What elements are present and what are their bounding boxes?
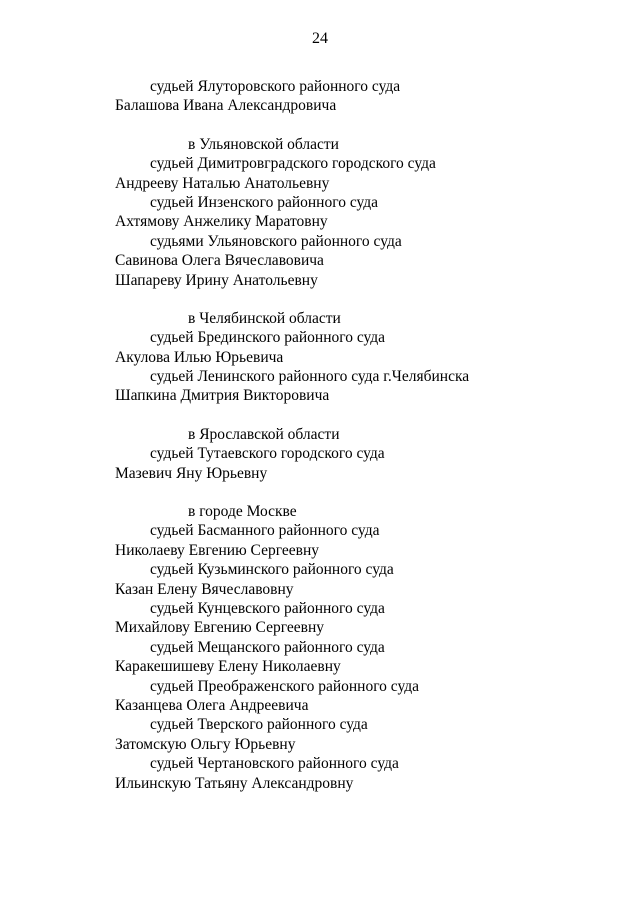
court-line: судьей Преображенского районного суда [150,677,420,695]
judge-name: Николаеву Евгению Сергеевну [115,541,319,559]
judge-name: Шапареву Ирину Анатольевну [115,271,318,289]
region-section [0,135,640,290]
judge-name: Мазевич Яну Юрьевну [115,464,268,482]
region-section [0,309,640,406]
page-number: 24 [312,30,328,47]
judge-name: Акулова Илью Юрьевича [115,348,284,366]
judge-name: Казанцева Олега Андреевича [115,696,309,714]
court-line: судьей Кунцевского районного суда [150,599,385,617]
court-line: судьей Басманного районного суда [150,522,380,540]
court-line: судьей Ленинского районного суда г.Челябинска [150,368,470,386]
region-heading: в Ярославской области [188,425,340,443]
judge-name: Казан Елену Вячеславовну [115,580,294,598]
court-line: судьей Брединского районного суда [150,329,386,347]
judge-name: Каракешишеву Елену Николаевну [115,658,341,676]
region-heading: в городе Москве [188,503,297,521]
judge-name: Балашова Ивана Александровича [115,97,337,115]
court-line: судьей Чертановского районного суда [150,755,399,773]
judge-name: Савинова Олега Вячеславовича [115,252,324,270]
region-section [0,77,640,116]
appointment-list [0,77,640,793]
judge-name: Андрееву Наталью Анатольевну [115,174,330,192]
judge-name: Ахтямову Анжелику Маратовну [115,213,328,231]
court-line: судьями Ульяновского районного суда [150,232,402,250]
judge-name: Шапкина Дмитрия Викторовича [115,387,330,405]
court-line: судьей Тутаевского городского суда [150,445,385,463]
judge-name: Ильинскую Татьяну Александровну [115,774,354,792]
region-heading: в Челябинской области [188,309,341,327]
region-section [0,425,640,483]
region-heading: в Ульяновской области [188,135,339,153]
judge-name: Затомскую Ольгу Юрьевну [115,735,296,753]
court-line: судьей Мещанского районного суда [150,638,385,656]
court-line: судьей Инзенского районного суда [150,193,379,211]
court-line: судьей Тверского районного суда [150,716,368,734]
court-line: судьей Кузьминского районного суда [150,561,394,579]
court-line: судьей Ялуторовского районного суда [150,78,401,95]
court-line: судьей Димитровградского городского суда [150,155,436,173]
region-section [0,502,640,793]
judge-name: Михайлову Евгению Сергеевну [115,619,324,637]
